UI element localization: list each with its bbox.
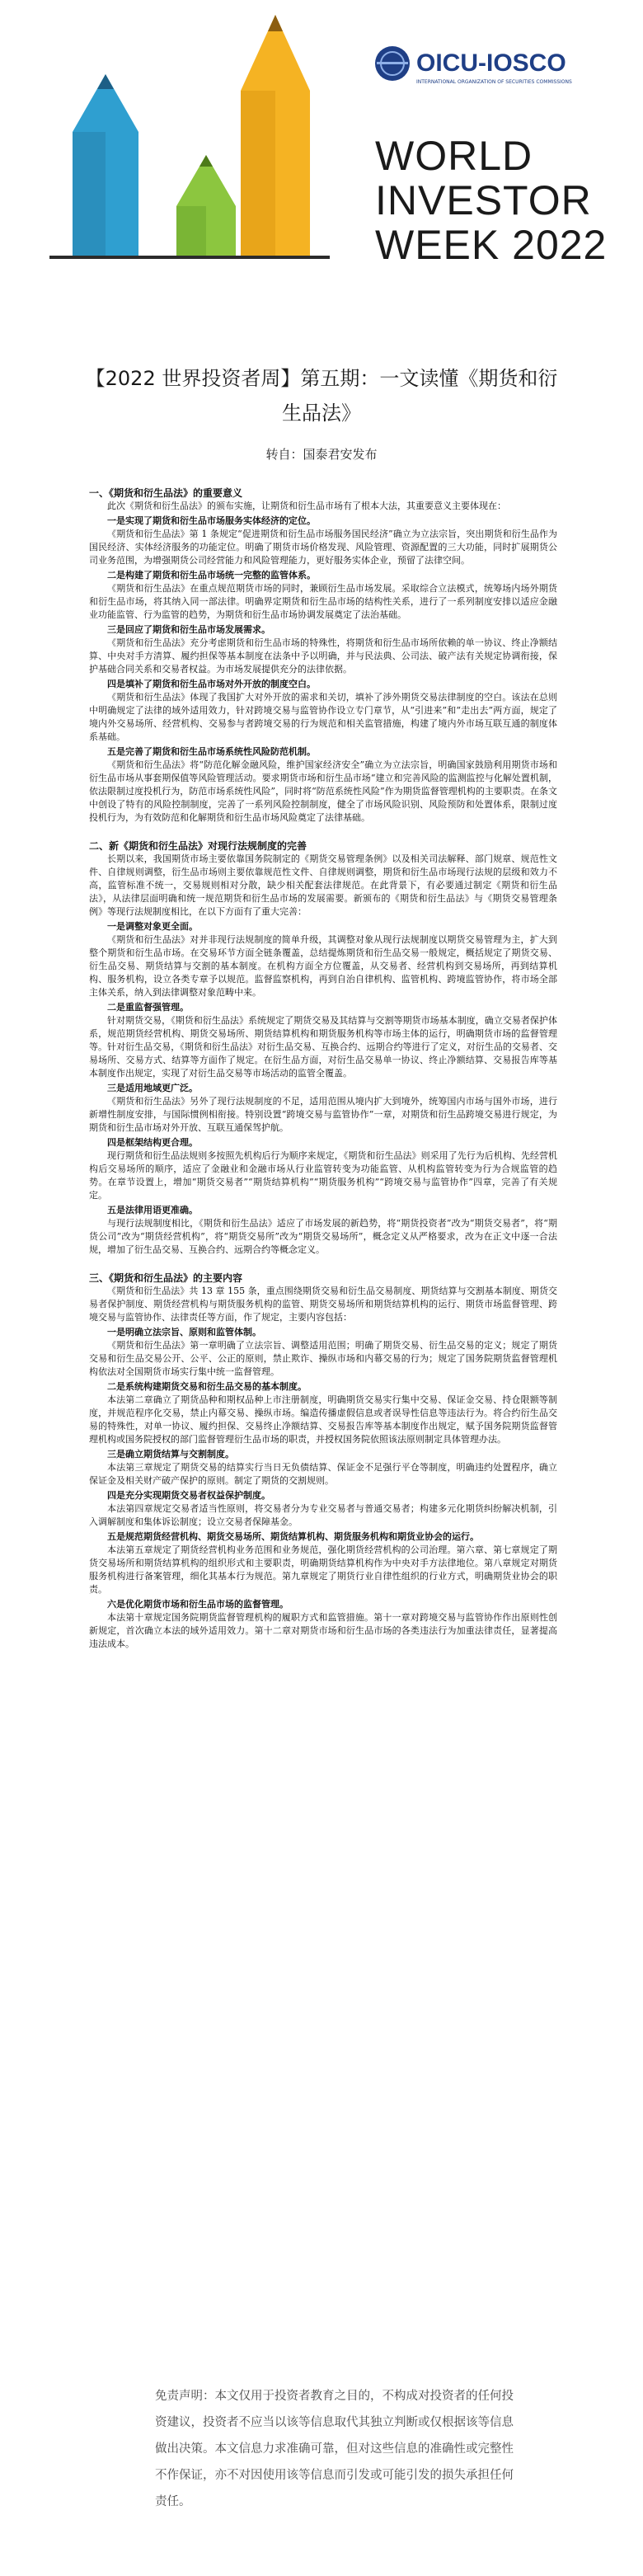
section-3-point-1-text: 《期货和衍生品法》第一章明确了立法宗旨、调整适用范围；明确了期货交易、衍生品交易的定义；规定了期货交易和衍生品交易公开、公平、公正的原则，禁止欺诈、操纵市场和内幕交易的行为；规定了国务院期货监督管理机构依法对全国期货市场实行集中统一监督管理。: [89, 1340, 557, 1377]
section-2-point-3-heading: 三是适用地域更广泛。: [107, 1083, 198, 1093]
section-2-point-4-text: 现行期货和衍生品法规则多按照先机构后行为顺序来规定，《期货和衍生品法》则采用了先行为后机构、先经营机构后交易场所的顺序，适应了金融业和金融市场从行业监管转变为功能监管、从机构监管转变为行为合规监管的趋势。在章节设置上，增加“期货交易者”“期货结算机构”“期货服务机构”“跨境交易与监管协作”四章，完善了有关规定。: [89, 1150, 557, 1201]
section-1-point-4-text: 《期货和衍生品法》体现了我国扩大对外开放的需求和关切，填补了涉外期货交易法律制度的空白。该法在总则中明确规定了法律的域外适用效力，针对跨境交易与监管协作设立专门章节，从“引进来”和“走出去”两方面，规定了境内外交易场所、经营机构、交易参与者跨境交易的行为规范和相关监管措施，构建了境内外市场互联互通的制度体系基础。: [89, 692, 557, 742]
section-1-point-5-text: 《期货和衍生品法》将“防范化解金融风险，维护国家经济安全”确立为立法宗旨，明确国家鼓励利用期货市场和衍生品市场从事套期保值等风险管理活动。要求期货市场和衍生品市场“建立和完善风险的监测监控与化解处置机制，依法限制过度投机行为，防范市场系统性风险”，同时将“防范系统性风险”作为期货监督管理机构的主要职责。在条文中创设了特有的风险控制制度，完善了一系列风险控制制度，健全了市场风险识别、风险预防和处置体系，限制过度投机行为，为有效防范和化解期货和衍生品市场风险奠定了法律基础。: [89, 759, 557, 823]
article-source: 转自：国泰君安发布: [265, 447, 378, 462]
section-2-point-2-heading: 二是重监督强管理。: [107, 1002, 189, 1013]
section-1-intro: 此次《期货和衍生品法》的颁布实施，让期货和衍生品市场有了根本大法，其重要意义主要体现在：: [107, 501, 506, 511]
section-3-point-5-heading: 五是规范期货经营机构、期货交易场所、期货结算机构、期货服务机构和期货业协会的运行。: [107, 1531, 479, 1542]
section-1-heading: 一、《期货和衍生品法》的重要意义: [89, 487, 243, 499]
wordmark-line-2: INVESTOR: [375, 177, 592, 223]
section-2-point-5-text: 与现行法规制度相比，《期货和衍生品法》适应了市场发展的新趋势，将“期货投资者”改为“期货交易者”，将“期货公司”改为“期货经营机构”，将“期货交易所”改为“期货交易场所”，概念定义从严格要求，改为在正文中逐一合法规，增加了衍生品交易、互换合约、远期合约等概念定义。: [89, 1218, 557, 1255]
section-3-intro: 《期货和衍生品法》共 13 章 155 条，重点围绕期货交易和衍生品交易制度、期货结算与交割基本制度、期货交易者保护制度、期货经营机构与期货服务机构的监管、期货交易场所和期货结算机构的运行、期货市场监督管理、跨境交易与监管协作、法律责任等方面，作了规定，主要内容包括：: [89, 1286, 557, 1323]
section-2-point-3-text: 《期货和衍生品法》另外了现行法规制度的不足，适用范围从境内扩大到境外，统筹国内市场与国外市场，进行新增性制度安排，与国际惯例相衔接。特别设置“跨境交易与监管协作”一章，对期货和衍生品跨境交易进行规定，为期货和衍生品市场对外开放、互联互通保驾护航。: [89, 1096, 557, 1133]
section-gap: [89, 1257, 557, 1265]
section-1-point-1-text: 《期货和衍生品法》第 1 条规定“促进期货和衍生品市场服务国民经济”确立为立法宗旨，突出期货和衍生品作为国民经济、实体经济服务的功能定位。明确了期货市场价格发现、风险管理、资源配置的三大功能，同时扩展期货公司业务范围，为增强期货公司经营能力和风险管理能力，更好服务实体企业，预留了法律空间。: [89, 529, 557, 566]
section-3-point-6-text: 本法第十章规定国务院期货监督管理机构的履职方式和监管措施。第十一章对跨境交易与监管协作作出原则性创新规定，首次确立本法的域外适用效力。第十二章对期货市场和衍生品市场的各类违法行为加重法律责任，显著提高违法成本。: [89, 1612, 557, 1649]
iosco-logo: [375, 45, 572, 85]
iosco-logo-name: OICU-IOSCO: [416, 49, 566, 77]
article-title-line-2: 生品法》: [282, 402, 361, 425]
section-2-point-5-heading: 五是法律用语更准确。: [107, 1205, 198, 1215]
wordmark-line-3: WEEK 2022: [375, 222, 608, 268]
header-banner: [0, 0, 643, 355]
section-3-point-3-text: 本法第三章规定了期货交易的结算实行当日无负债结算、保证金不足强行平仓等制度，明确违约处置程序，确立保证金及相关财产破产保护的原则。制定了期货的交割规则。: [89, 1462, 557, 1486]
article-title-line-1: 【2022 世界投资者周】第五期：一文读懂《期货和衍: [85, 367, 558, 390]
section-2-point-2-text: 针对期货交易，《期货和衍生品法》系统规定了期货交易及其结算与交割等期货市场基本制度，确立交易者保护体系，规范期货经营机构、期货交易场所、期货结算机构和期货服务机构等市场主体的运行，明确期货市场的监督管理等。针对衍生品交易，《期货和衍生品法》对衍生品交易、互换合约、远期合约等进行了定义，对衍生品的交易者、交易场所、交易方式、结算等方面作了规定。在衍生品方面，对衍生品交易单一协议、终止净额结算、交易报告库等基本制度作出规定，实现了对衍生品交易等市场活动的监管全覆盖。: [89, 1015, 557, 1079]
section-1-point-2-text: 《期货和衍生品法》在重点规范期货市场的同时，兼顾衍生品市场发展。采取综合立法模式，统筹场内场外期货和衍生品市场，将其纳入同一部法律。明确界定期货和衍生品市场的结构性关系，进行了一系列制度安排以适应金融业功能监管、行为监管的趋势，为期货和衍生品市场协调发展奠定了法治基础。: [89, 583, 557, 620]
iosco-logo-subtitle: INTERNATIONAL ORGANIZATION OF SECURITIES COMMISSIONS: [416, 79, 572, 85]
yellow-pencil-icon: [241, 15, 310, 256]
section-1-point-3-text: 《期货和衍生品法》充分考虑期货和衍生品市场的特殊性，将期货和衍生品市场所依赖的单一协议、终止净额结算、中央对手方清算、履约担保等基本制度在法条中予以明确，并与民法典、公司法、破产法有关规定协调衔接，保护基础合同关系和交易者权益。为市场发展提供充分的法律依据。: [89, 637, 557, 675]
globe-icon: [375, 46, 410, 81]
section-1-point-4-heading: 四是填补了期货和衍生品市场对外开放的制度空白。: [107, 679, 316, 689]
green-pencil-icon: [176, 155, 236, 256]
section-gap: [89, 825, 557, 833]
section-3-point-3-heading: 三是确立期货结算与交割制度。: [107, 1449, 234, 1460]
pencils-illustration: [0, 0, 363, 355]
section-3-heading: 三、《期货和衍生品法》的主要内容: [89, 1272, 243, 1284]
section-3-point-4-text: 本法第四章规定交易者适当性原则，将交易者分为专业交易者与普通交易者；构建多元化期货纠纷解决机制，引入调解制度和集体诉讼制度；设立交易者保障基金。: [89, 1503, 557, 1527]
section-3-point-5-text: 本法第五章规定了期货经营机构业务范围和业务规范，强化期货经营机构的公司治理。第六章、第七章规定了期货交易场所和期货结算机构的组织形式和主要职责，明确期货结算机构作为中央对手方法律地位。第八章规定对期货服务机构进行备案管理，细化其基本行为规范。第九章规定了期货行业自律性组织的行业方式，明确期货业协会的职责。: [89, 1544, 557, 1595]
disclaimer: 免责声明：本文仅用于投资者教育之目的，不构成对投资者的任何投资建议，投资者不应当以该等信息取代其独立判断或仅根据该等信息做出决策。本文信息力求准确可靠，但对这些信息的准确性或完整性不作保证，亦不对因使用该等信息而引发或可能引发的损失承担任何责任。: [155, 2390, 514, 2508]
section-2-point-4-heading: 四是框架结构更合理。: [107, 1137, 198, 1148]
section-3-point-2-text: 本法第二章确立了期货品种和期权品种上市注册制度，明确期货交易实行集中交易、保证金交易、持仓限额等制度，并规范程序化交易，禁止内幕交易、操纵市场。编造传播虚假信息或者误导性信息等违法行为。将合约衍生品交易的特殊性，对单一协议、履约担保、交易终止净额结算、交易报告库等基本制度作出规定，赋予国务院期货监督管理机构或国务院授权的部门监督管理衍生品市场的职责，并授权国务院依照该法原则制定具体管理办法。: [89, 1394, 557, 1445]
section-3-point-4-heading: 四是充分实现期货交易者权益保护制度。: [107, 1490, 270, 1501]
blue-pencil-icon: [73, 74, 138, 256]
section-2-heading: 二、新《期货和衍生品法》对现行法规制度的完善: [89, 840, 307, 852]
world-investor-week-wordmark: [375, 134, 622, 267]
section-2-intro: 长期以来，我国期货市场主要依靠国务院制定的《期货交易管理条例》以及相关司法解释、部门规章、规范性文件、自律规则调整，衍生品市场则主要依靠规范性文件、自律规则调整，期货和衍生品市场现行法规的层级和效力不高，监管标准不统一，交易规则相对分散，缺少相关配套法律规范。在此背景下，有必要通过制定《期货和衍生品法》，从法律层面明确和统一规范期货和衍生品市场的发展需要。新颁布的《期货和衍生品法》与《期货交易管理条例》等现行法规制度相比，在以下方面有了重大完善：: [89, 853, 557, 917]
section-2-point-1-heading: 一是调整对象更全面。: [107, 921, 198, 932]
section-3-point-1-heading: 一是明确立法宗旨、原则和监管体制。: [107, 1327, 261, 1337]
section-3-point-6-heading: 六是优化期货市场和衍生品市场的监督管理。: [107, 1599, 289, 1610]
section-1-point-3-heading: 三是回应了期货和衍生品市场发展需求。: [107, 624, 270, 635]
section-1-point-2-heading: 二是构建了期货和衍生品市场统一完整的监管体系。: [107, 570, 316, 581]
section-2-point-1-text: 《期货和衍生品法》对并非现行法规制度的简单升级，其调整对象从现行法规制度以期货交易管理为主，扩大到整个期货和衍生品市场。在交易环节方面全链条覆盖，总结提炼期货和衍生品交易一般规定，概括规定了期货交易、衍生品交易、期货结算与交割的基本制度。在机构方面全方位覆盖，从交易者、经营机构到交易场所，再到结算机构、服务机构，设立各类专章予以规范。监督监察机构，再到自治自律机构、监管机构、跨境监管协作，将市场全部主体关系，纳入到法律调整对象范畴中来。: [89, 934, 557, 998]
article-title: [0, 361, 643, 430]
article-body: [89, 480, 557, 1651]
section-1-point-1-heading: 一是实现了期货和衍生品市场服务实体经济的定位。: [107, 515, 316, 526]
section-1-point-5-heading: 五是完善了期货和衍生品市场系统性风险防范机制。: [107, 746, 316, 757]
wordmark-line-1: WORLD: [375, 133, 533, 179]
section-3-point-2-heading: 二是系统构建期货交易和衍生品交易的基本制度。: [107, 1381, 307, 1392]
